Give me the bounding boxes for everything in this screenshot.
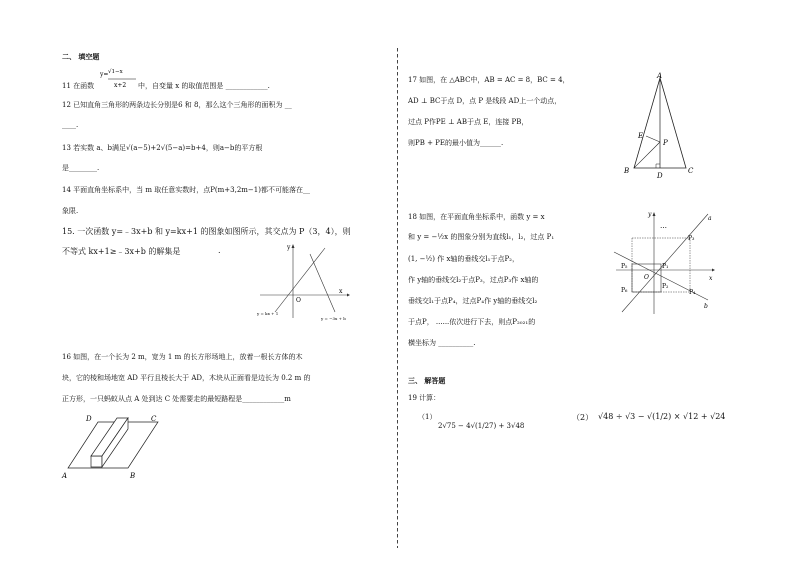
- q14-line1: 14 平面直角坐标系中，当 m 取任意实数时，点P(m+3,2m−1)都不可能落在__: [62, 186, 310, 194]
- q17-label-e: E: [638, 132, 644, 140]
- q17-line1: 17 如图，在 △ABC中，AB = AC = 8，BC = 4，: [408, 76, 570, 84]
- q11-fraction-svg: [100, 67, 138, 91]
- q18-p2-label: P₂: [662, 283, 669, 290]
- q15-y-label: y: [287, 244, 291, 251]
- q15-figure: [255, 240, 355, 322]
- q18-p5-label: P₅: [621, 263, 628, 270]
- q18-line5: 垂线交l₁于点P₄，过点P₄作 y轴的垂线交l₂: [408, 297, 538, 305]
- q15-line-3xb: [310, 254, 335, 312]
- q16-line3: 正方形，一只蚂蚁从点 A 处到达 C 处需要走的最短路程是____________m: [62, 395, 291, 403]
- q17-line3: 过点 P作PE ⊥ AB于点 E，连接 PB，: [408, 118, 529, 126]
- q18-y-label: y: [648, 211, 652, 218]
- q17-label-a: A: [657, 72, 663, 80]
- q18-x-arrow: [712, 269, 715, 272]
- q18-p3-label: P₃: [688, 235, 695, 242]
- q17-line4: 则PB + PE的最小值为______.: [408, 139, 504, 147]
- q15-y-arrow: [292, 244, 295, 248]
- q17-label-p: P: [663, 139, 668, 147]
- q17-label-d: D: [657, 172, 663, 180]
- q18-y-arrow: [653, 212, 656, 216]
- q11-formula: [100, 67, 138, 93]
- q16-figure: [60, 410, 170, 482]
- q12-line2: ____.: [62, 121, 79, 129]
- q15-line-label-2: y = −3x + b: [321, 316, 346, 321]
- q17-label-c: C: [688, 167, 694, 175]
- q18-p6-label: P₆: [621, 287, 628, 294]
- q18-b-label: b: [704, 303, 708, 310]
- q18-line6: 于点P， ......依次进行下去，则点P₂₀₂₁的: [408, 318, 536, 326]
- q18-line4: 作 y轴的垂线交l₂于点P₃，过点P₃作 x轴的: [408, 276, 539, 284]
- q18-x-label: x: [709, 275, 713, 282]
- q16-line1: 16 如图，在一个长为 2 m，宽为 1 m 的长方形场地上，放着一根长方体的木: [62, 353, 303, 361]
- q16-line2: 块，它的棱和场地宽 AD 平行且棱长大于 AD，木块从正面看是边长为 0.2 m 的: [62, 374, 311, 382]
- q15-period: .: [218, 246, 221, 255]
- q15-line1: 15. 一次函数 y=﹣3x+b 和 y=kx+1 的图象如图所示，其交点为 P（3，4），则: [62, 227, 351, 236]
- q12-line1: 12 已知直角三角形的两条边长分别是6 和 8，那么这个三角形的面积为 __: [62, 101, 292, 109]
- q18-line1: 18 如图，在平面直角坐标系中，函数 y = x: [408, 213, 545, 221]
- q13-line2: 是________.: [62, 164, 100, 172]
- section-title-fill-in: 二、 填空题: [62, 53, 100, 61]
- q19b-label: （2）: [572, 413, 594, 422]
- q17-pe: [646, 136, 660, 142]
- q11-prefix: 11 在函数: [62, 82, 95, 90]
- q15-x-arrow: [347, 294, 350, 297]
- q19b-expression: √48 ÷ √3 − √(1/2) × √12 + √24: [598, 412, 726, 421]
- q17-figure: [620, 72, 700, 182]
- q16-label-b: B: [130, 472, 136, 480]
- q18-figure: [612, 208, 722, 318]
- q14-line2: 象限.: [62, 207, 79, 215]
- q18-a-label: a: [708, 215, 712, 222]
- q18-dots: ⋯: [660, 224, 667, 232]
- q18-p4-label: P₄: [689, 289, 696, 296]
- q15-origin-label: O: [296, 297, 301, 304]
- q16-label-a: A: [62, 472, 68, 480]
- q11-suffix: 中，自变量 x 的取值范围是 ____________.: [138, 82, 270, 90]
- q18-line2: 和 y = −½x 的图象分别为直线l₁，l₂，过点 P₁: [408, 233, 555, 241]
- q18-line3: (1, −½) 作 x轴的垂线交l₁于点P₂，: [408, 255, 519, 263]
- svg-text:y=: y=: [100, 71, 109, 78]
- q17-right-angle-d: [656, 164, 660, 168]
- q15-line2: 不等式 kx+1≥﹣3x+b 的解集是: [62, 247, 181, 256]
- q17-line2: AD ⊥ BC于点 D，点 P 是线段 AD上一个动点，: [408, 97, 562, 105]
- q18-p1-label: P₁: [662, 263, 669, 270]
- q19-label: 19 计算：: [408, 394, 441, 402]
- q18-o-label: O: [644, 274, 649, 281]
- svg-text:x+2: x+2: [114, 82, 127, 89]
- section-title-answer: 三、 解答题: [408, 377, 446, 385]
- q18-line7: 横坐标为 __________.: [408, 339, 476, 347]
- q19a-label: （1）: [418, 413, 437, 421]
- column-divider: [397, 48, 398, 548]
- q15-x-label: x: [339, 288, 343, 295]
- q16-block-front: [91, 456, 102, 467]
- q15-line-label-1: y = kx + 1: [257, 311, 279, 316]
- q13-line1: 13 若实数 a、b满足√(a−5)+2√(5−a)=b+4，则a−b的平方根: [62, 144, 263, 152]
- q16-label-c: C: [151, 415, 157, 423]
- q19a-expression: 2√75 − 4√(1/27) + 3√48: [438, 422, 525, 430]
- svg-text:√1−x: √1−x: [108, 69, 123, 75]
- q16-label-d: D: [86, 415, 92, 423]
- q17-label-b: B: [624, 167, 630, 175]
